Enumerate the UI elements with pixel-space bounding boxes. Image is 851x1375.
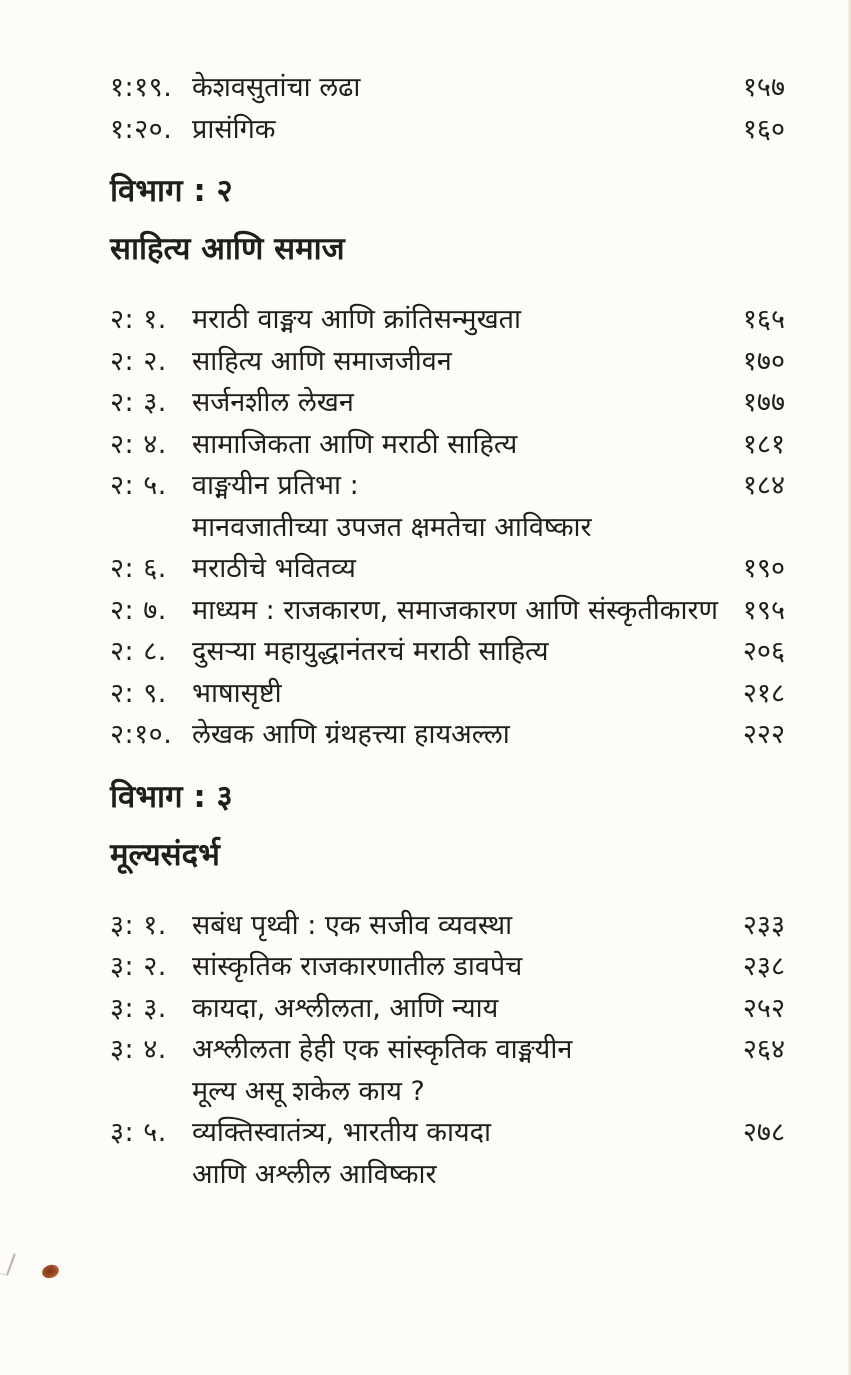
entry-title: सबंध पृथ्वी : एक सजीव व्यवस्था xyxy=(192,909,513,941)
section-3-label: विभाग : ३ xyxy=(110,778,233,815)
section-3-heading: मूल्यसंदर्भ xyxy=(110,836,220,873)
entry-page-number: १६५ xyxy=(742,304,785,335)
entry-number: २: ९. xyxy=(110,677,167,709)
toc-entry xyxy=(110,673,785,715)
entry-number: २: ५. xyxy=(110,470,167,501)
entry-page-number: २३३ xyxy=(742,909,785,941)
toc-entry xyxy=(110,1029,785,1071)
toc-entry xyxy=(110,424,785,466)
entry-number: २: ८. xyxy=(110,636,167,667)
section-2-heading: साहित्य आणि समाज xyxy=(110,231,345,267)
entry-number: २: ४. xyxy=(110,428,167,460)
toc-entry xyxy=(110,382,785,424)
entry-page-number: १७० xyxy=(742,345,785,377)
entry-title-continuation: मूल्य असू शकेल काय ? xyxy=(192,1075,425,1107)
entry-page-number: १७७ xyxy=(742,387,785,418)
entry-number: २: ३. xyxy=(110,387,167,418)
toc-entry xyxy=(110,341,785,383)
ink-dot-stain xyxy=(40,1263,60,1281)
entry-title: व्यक्तिस्वातंत्र्य, भारतीय कायदा xyxy=(192,1117,491,1148)
entry-title: सर्जनशील लेखन xyxy=(192,387,354,418)
toc-entry xyxy=(110,631,785,673)
entry-title: भाषासृष्टी xyxy=(192,677,282,709)
entry-title: साहित्य आणि समाजजीवन xyxy=(192,345,452,377)
toc-entry xyxy=(110,299,785,341)
toc-entry xyxy=(110,67,785,109)
entry-title-continuation: आणि अश्लील आविष्कार xyxy=(192,1158,437,1190)
entry-title: सामाजिकता आणि मराठी साहित्य xyxy=(192,428,518,460)
entry-page-number: २५२ xyxy=(742,992,785,1024)
entry-title: माध्यम : राजकारण, समाजकारण आणि संस्कृतीकारण xyxy=(192,594,719,626)
entry-title-continuation: मानवजातीच्या उपजत क्षमतेचा आविष्कार xyxy=(192,511,592,543)
toc-entry xyxy=(110,590,785,632)
entry-page-number: १९५ xyxy=(742,594,785,626)
entry-title: मराठी वाङ्मय आणि क्रांतिसन्मुखता xyxy=(192,304,522,335)
entry-title: वाङ्मयीन प्रतिभा : xyxy=(192,470,359,501)
entry-page-number: २३८ xyxy=(742,951,785,982)
entry-number: ३: १. xyxy=(110,909,167,941)
toc-entry-continuation xyxy=(110,1154,785,1196)
toc-entry xyxy=(110,946,785,988)
section-2-entries xyxy=(110,299,785,756)
entry-number: ३: ४. xyxy=(110,1034,167,1065)
section-2-label: विभाग : २ xyxy=(110,173,233,209)
entry-title: सांस्कृतिक राजकारणातील डावपेच xyxy=(192,951,523,982)
entry-page-number: १८१ xyxy=(742,428,785,460)
entry-number: १:२०. xyxy=(110,113,173,145)
entry-page-number: १८४ xyxy=(742,470,785,501)
entry-title: दुसऱ्या महायुद्धानंतरचं मराठी साहित्य xyxy=(192,636,549,667)
entry-number: २:१०. xyxy=(110,719,173,750)
entry-title: कायदा, अश्लीलता, आणि न्याय xyxy=(192,992,499,1024)
entry-title: केशवसुतांचा लढा xyxy=(192,72,361,103)
entry-number: ३: ३. xyxy=(110,992,167,1024)
entry-page-number: २१८ xyxy=(742,677,785,709)
section-3-entries xyxy=(110,905,785,1196)
entry-number: २: १. xyxy=(110,304,167,335)
toc-entry-continuation xyxy=(110,1071,785,1113)
entry-page-number: १६० xyxy=(742,113,785,145)
page-edge-shadow xyxy=(847,0,851,1375)
entry-page-number: १५७ xyxy=(742,72,785,103)
entry-page-number: २२२ xyxy=(742,719,785,750)
entry-number: ३: ५. xyxy=(110,1117,167,1148)
pen-scratch-mark xyxy=(0,1251,16,1275)
entry-number: ३: २. xyxy=(110,951,167,982)
entry-page-number: २६४ xyxy=(742,1034,785,1065)
entry-number: २: २. xyxy=(110,345,167,377)
entry-title: मराठीचे भवितव्य xyxy=(192,553,356,584)
entry-page-number: २७८ xyxy=(742,1117,785,1148)
entry-title: प्रासंगिक xyxy=(192,113,276,145)
toc-entry xyxy=(110,1112,785,1154)
toc-entry xyxy=(110,988,785,1030)
entry-number: २: ७. xyxy=(110,594,167,626)
toc-entry-continuation xyxy=(110,507,785,549)
entry-number: २: ६. xyxy=(110,553,167,584)
toc-entry xyxy=(110,905,785,947)
entry-number: १:१९. xyxy=(110,72,173,103)
toc-entry xyxy=(110,714,785,756)
entry-page-number: २०६ xyxy=(742,636,785,667)
toc-entry xyxy=(110,548,785,590)
entry-title: अश्लीलता हेही एक सांस्कृतिक वाङ्मयीन xyxy=(192,1034,573,1065)
toc-entry xyxy=(110,109,785,151)
entry-page-number: १९० xyxy=(742,553,785,584)
toc-entry xyxy=(110,465,785,507)
entry-title: लेखक आणि ग्रंथहत्त्या हायअल्ला xyxy=(192,719,510,750)
